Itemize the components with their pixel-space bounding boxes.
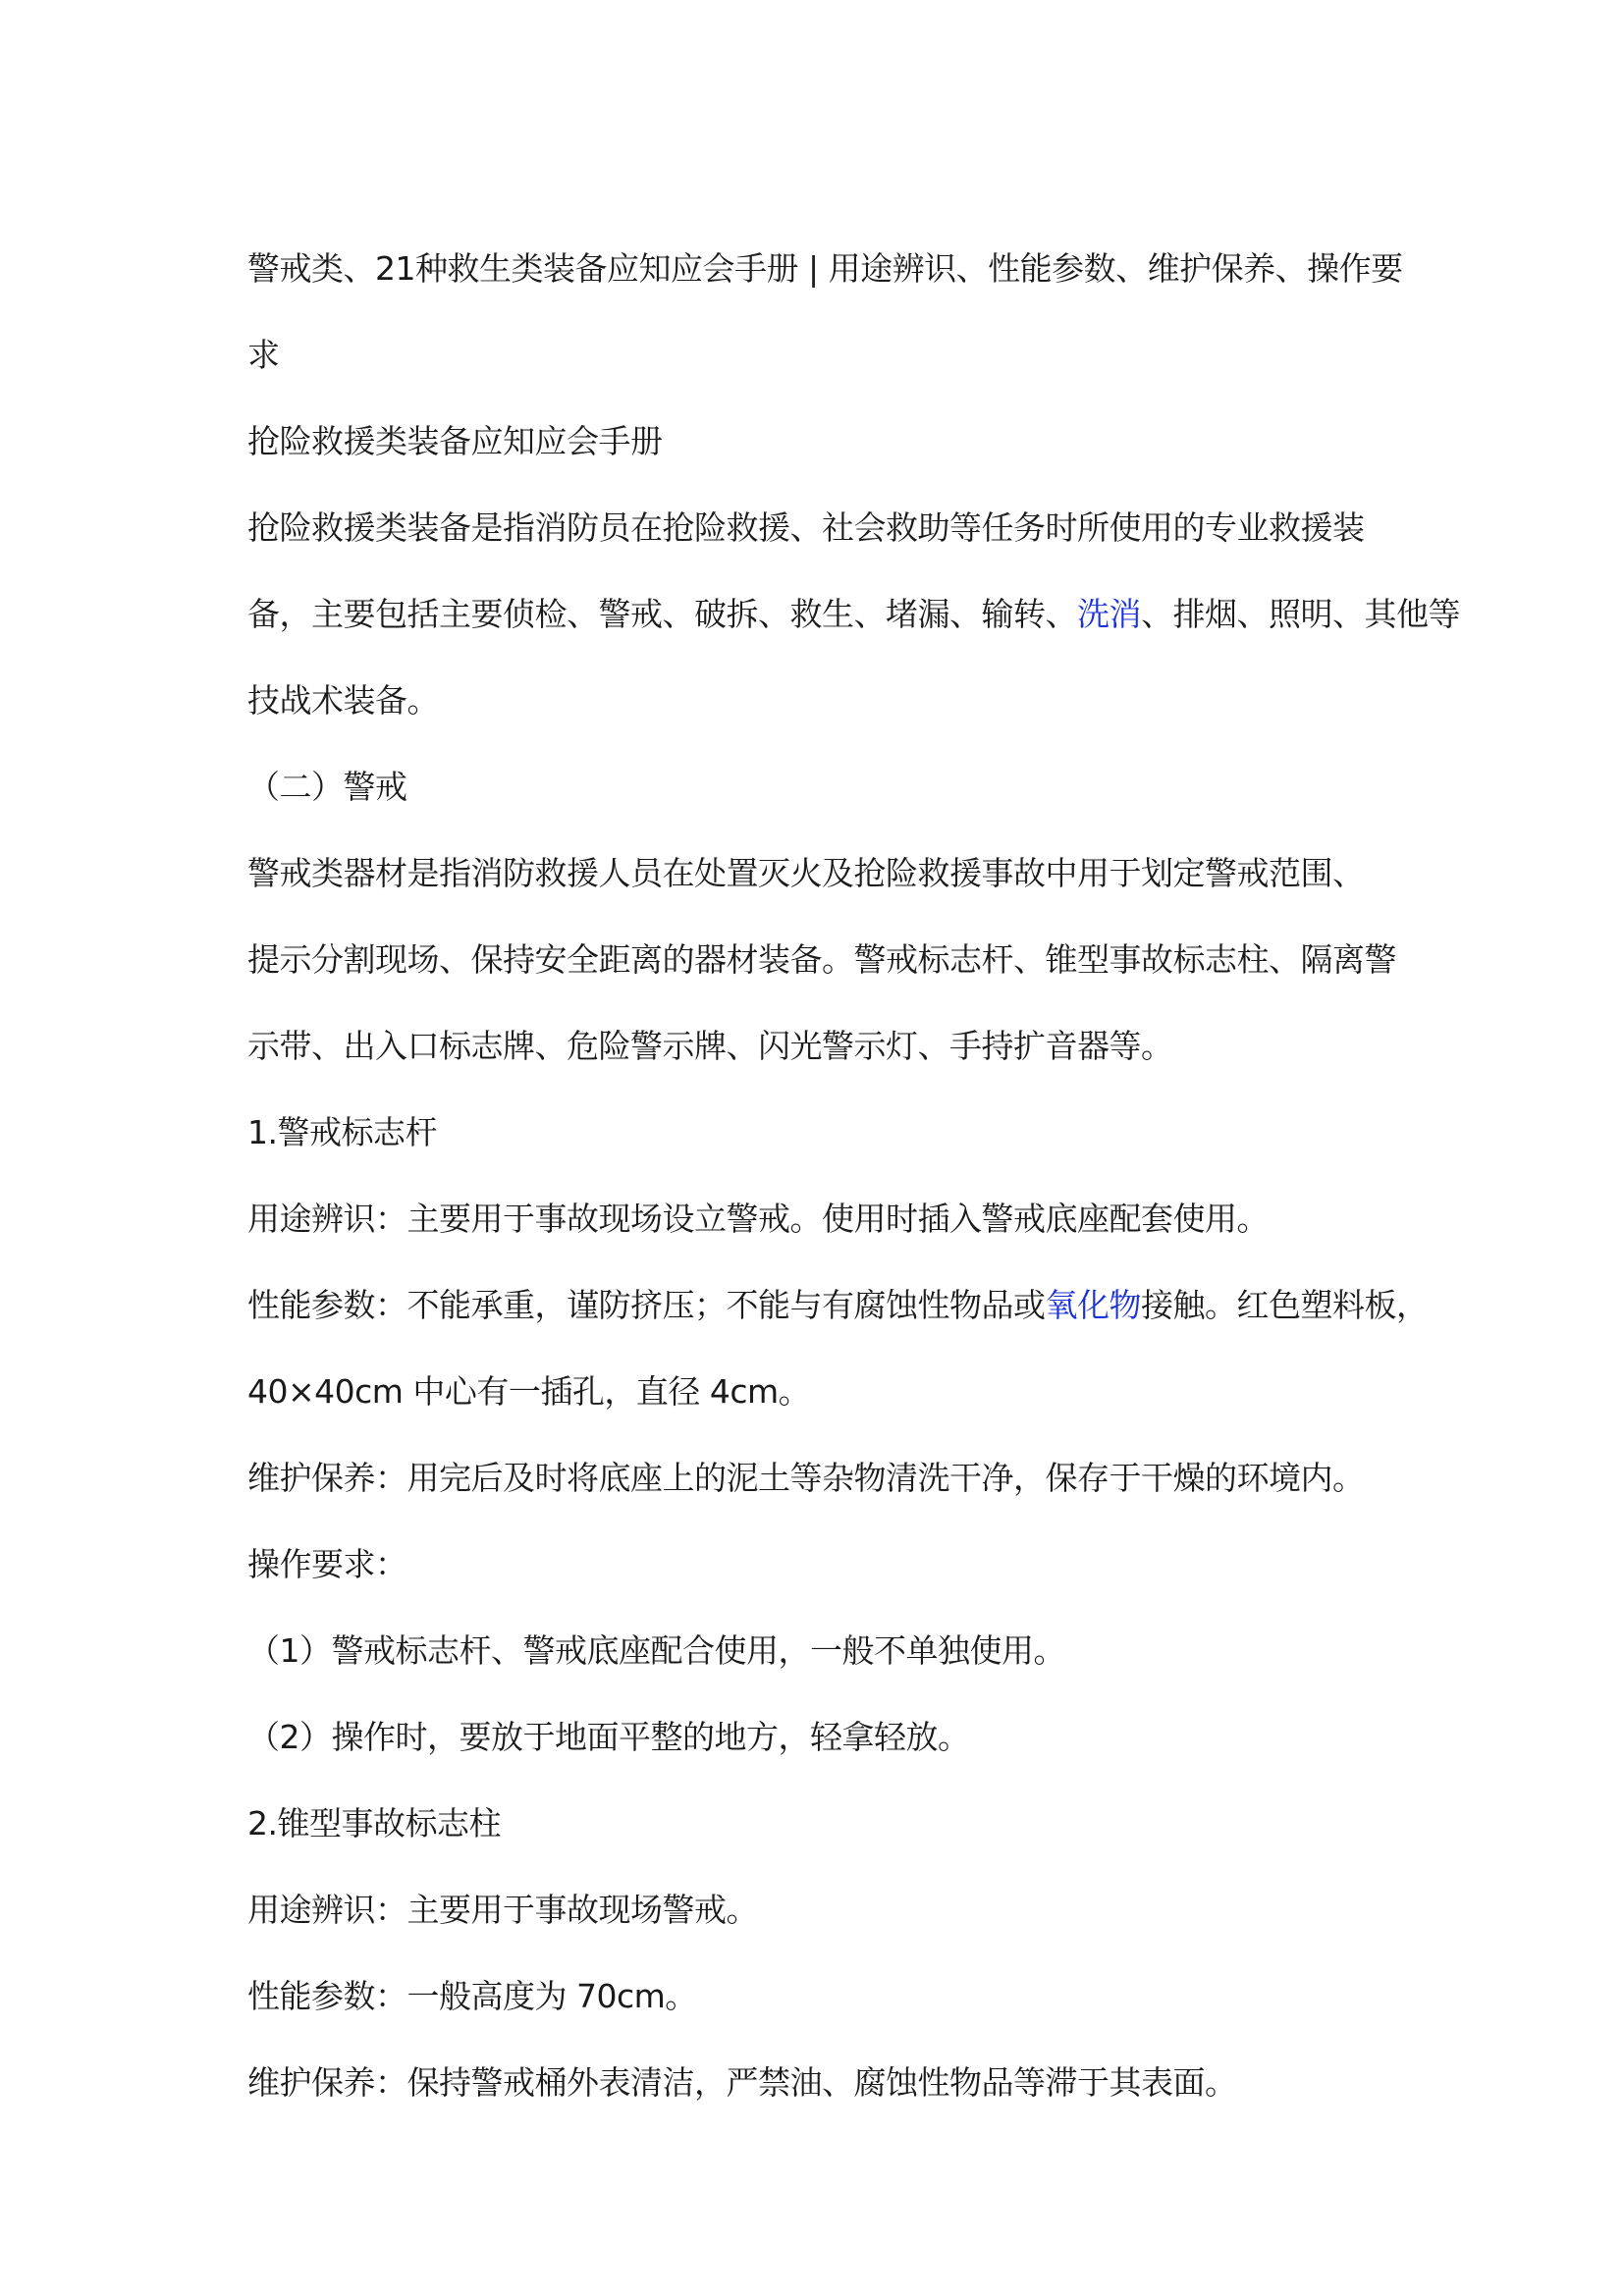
link-yanghuawu[interactable]: 氧化物	[1045, 1286, 1141, 1324]
item1-operation-2: （2）操作时，要放于地面平整的地方，轻拿轻放。	[247, 1718, 970, 1756]
item2-usage: 用途辨识：主要用于事故现场警戒。	[247, 1891, 758, 1929]
item2-maintenance: 维护保养：保持警戒桶外表清洁，严禁油、腐蚀性物品等滞于其表面。	[247, 2063, 1237, 2102]
title-line-2: 求	[247, 336, 280, 374]
item1-heading: 1.警戒标志杆	[247, 1113, 437, 1151]
item1-performance-after: 接触。红色塑料板，	[1141, 1286, 1429, 1324]
subsection-intro-line-2: 提示分割现场、保持安全距离的器材装备。警戒标志杆、锥型事故标志柱、隔离警	[247, 940, 1396, 979]
item1-performance-before: 性能参数：不能承重，谨防挤压；不能与有腐蚀性物品或	[247, 1286, 1046, 1324]
subsection-intro-line-1: 警戒类器材是指消防救援人员在处置灭火及抢险救援事故中用于划定警戒范围、	[247, 854, 1365, 892]
item1-usage: 用途辨识：主要用于事故现场设立警戒。使用时插入警戒底座配套使用。	[247, 1200, 1269, 1238]
link-xixiao[interactable]: 洗消	[1077, 595, 1141, 633]
item1-operation-1: （1）警戒标志杆、警戒底座配合使用，一般不单独使用。	[247, 1631, 1065, 1670]
section-title: 抢险救援类装备应知应会手册	[247, 422, 663, 460]
document-page	[247, 226, 1460, 2126]
item1-maintenance: 维护保养：用完后及时将底座上的泥土等杂物清洗干净，保存于干燥的环境内。	[247, 1459, 1365, 1497]
subsection-intro-line-3: 示带、出入口标志牌、危险警示牌、闪光警示灯、手持扩音器等。	[247, 1027, 1173, 1065]
item2-performance: 性能参数：一般高度为 70cm。	[247, 1977, 697, 2015]
item1-performance	[247, 1262, 1429, 1349]
item1-performance-line-2: 40×40cm 中心有一插孔，直径 4cm。	[247, 1372, 811, 1411]
intro-line-3: 技战术装备。	[247, 681, 439, 720]
intro-line-2	[247, 571, 1460, 658]
intro-line-2-before: 备，主要包括主要侦检、警戒、破拆、救生、堵漏、输转、	[247, 595, 1077, 633]
item2-heading: 2.锥型事故标志柱	[247, 1804, 501, 1842]
intro-line-2-after: 、排烟、照明、其他等	[1141, 595, 1460, 633]
title-line-1: 警戒类、21种救生类装备应知应会手册 | 用途辨识、性能参数、维护保养、操作要	[247, 249, 1403, 288]
subsection-heading: （二）警戒	[247, 768, 407, 806]
intro-line-1: 抢险救援类装备是指消防员在抢险救援、社会救助等任务时所使用的专业救援装	[247, 508, 1365, 547]
item1-operation-label: 操作要求：	[247, 1545, 407, 1583]
